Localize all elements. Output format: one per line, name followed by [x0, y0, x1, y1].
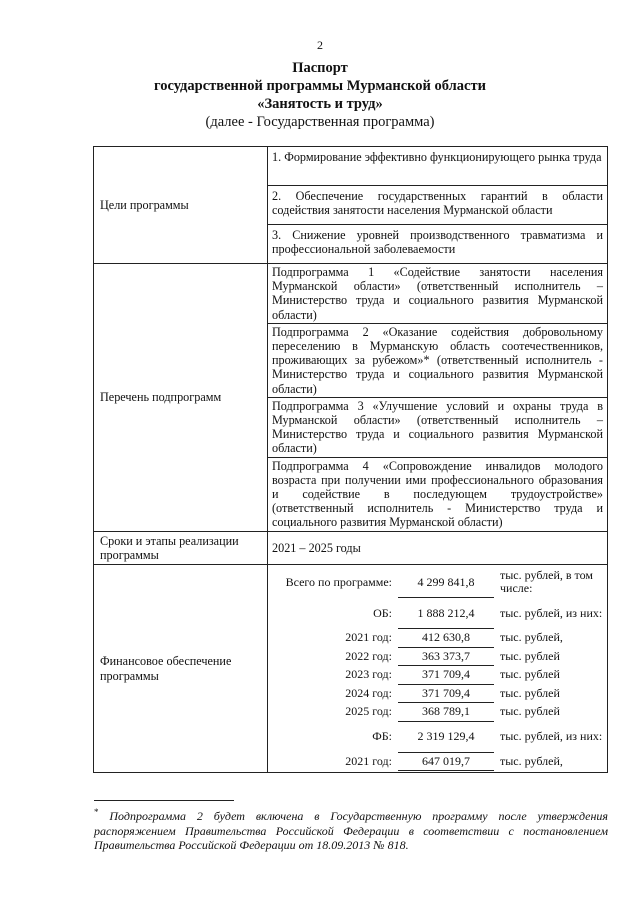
finance-key: 2025 год: [345, 704, 392, 719]
finance-label: Финансовое обеспечение программы [94, 565, 268, 773]
doc-title-name: «Занятость и труд» [257, 96, 383, 112]
finance-unit: тыс. рублей [500, 685, 560, 700]
subprogram-item: Подпрограмма 1 «Содействие занятости населения Мурманской области» (ответственный исполнитель – Министерство труда и социального развития Мурманской области) [268, 264, 608, 324]
table-row [94, 147, 608, 186]
goals-label: Цели программы [94, 147, 268, 264]
finance-key: 2021 год: [345, 753, 392, 768]
subprogram-item: Подпрограмма 3 «Улучшение условий и охраны труда в Мурманской области» (ответственный исполнитель – Министерство труда и социального развития Мурманской области) [268, 397, 608, 457]
footnote-mark: * [94, 807, 99, 817]
doc-title-note: (далее - Государственная программа) [205, 114, 435, 130]
page-number: 2 [317, 38, 323, 52]
finance-value: 371 709,4 [398, 666, 494, 685]
passport-table [93, 146, 608, 773]
finance-value: 368 789,1 [398, 703, 494, 722]
footnote-divider [94, 800, 234, 801]
table-row [94, 264, 608, 324]
finance-key: 2024 год: [345, 685, 392, 700]
footnote [94, 805, 608, 853]
finance-value: 2 319 129,4 [398, 721, 494, 752]
finance-unit: тыс. рублей, из них: [500, 605, 603, 620]
terms-value: 2021 – 2025 годы [268, 531, 608, 564]
finance-unit: тыс. рублей [500, 704, 560, 719]
finance-value: 412 630,8 [398, 629, 494, 648]
goal-item: 3. Снижение уровней производственного травматизма и профессиональной заболеваемости [268, 225, 608, 264]
finance-unit: тыс. рублей, [500, 753, 563, 768]
finance-row [272, 567, 603, 598]
finance-row [272, 752, 603, 771]
finance-unit: тыс. рублей, [500, 630, 563, 645]
finance-unit: тыс. рублей, в том числе: [500, 568, 593, 596]
finance-key: 2023 год: [345, 667, 392, 682]
finance-key: Всего по программе: [285, 574, 392, 589]
finance-key: ФБ: [372, 729, 392, 744]
finance-value: 647 019,7 [398, 752, 494, 771]
finance-row [272, 647, 603, 666]
finance-unit: тыс. рублей [500, 667, 560, 682]
finance-key: 2021 год: [345, 630, 392, 645]
table-row [94, 531, 608, 564]
subprogram-item: Подпрограмма 2 «Оказание содействия добровольному переселению в Мурманскую область соотечественников, проживающих за рубежом»* (ответственный исполнитель - Министерство труда и социального развития Мурманской области) [268, 323, 608, 397]
terms-label: Сроки и этапы реализации программы [94, 531, 268, 564]
finance-value: 1 888 212,4 [398, 598, 494, 629]
goal-item: 2. Обеспечение государственных гарантий в области содействия занятости населения Мурманской области [268, 186, 608, 225]
footnote-text: Подпрограмма 2 будет включена в Государственную программу после утверждения распоряжением Правительства Российской Федерации в соответствии с постановлением Правительства Российской Федерации от 18.09.2013 № 818. [94, 809, 609, 852]
doc-title-program: государственной программы Мурманской области [154, 78, 486, 94]
subprograms-label: Перечень подпрограмм [94, 264, 268, 532]
finance-key: 2022 год: [345, 648, 392, 663]
table-row [94, 565, 608, 773]
finance-row [272, 629, 603, 648]
finance-table [272, 567, 603, 771]
finance-row [272, 666, 603, 685]
finance-row [272, 598, 603, 629]
doc-title: Паспорт [292, 60, 348, 76]
goal-item: 1. Формирование эффективно функционирующего рынка труда [268, 147, 608, 186]
finance-row [272, 684, 603, 703]
finance-unit: тыс. рублей [500, 648, 560, 663]
finance-row [272, 721, 603, 752]
finance-row [272, 703, 603, 722]
finance-unit: тыс. рублей, из них: [500, 729, 603, 744]
finance-key: ОБ: [373, 605, 392, 620]
finance-value: 363 373,7 [398, 647, 494, 666]
finance-value: 371 709,4 [398, 684, 494, 703]
finance-value: 4 299 841,8 [398, 567, 494, 598]
subprogram-item: Подпрограмма 4 «Сопровождение инвалидов молодого возраста при получении ими профессионального образования и содействие в последующем трудоустройстве» (ответственный исполнитель - Министерство труда и социального развития Мурманской области) [268, 457, 608, 531]
